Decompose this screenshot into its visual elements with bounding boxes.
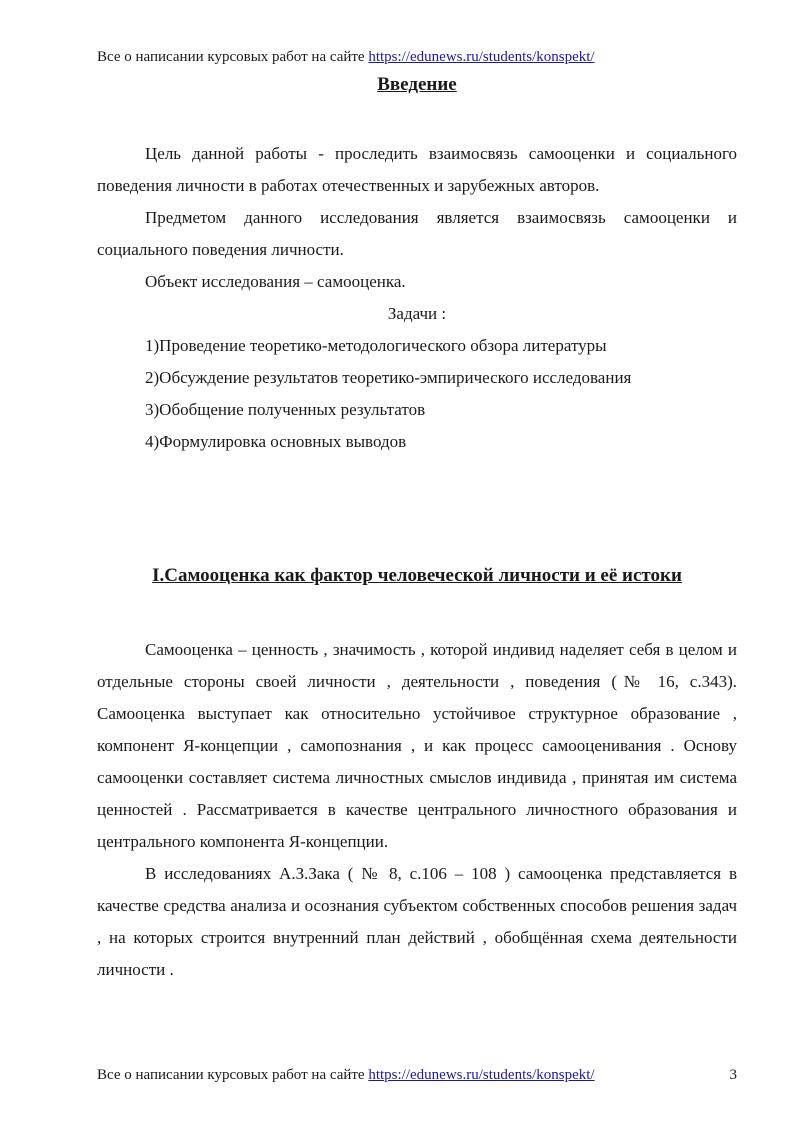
task-item: 2)Обсуждение результатов теоретико-эмпирического исследования	[145, 368, 632, 387]
header-text: Все о написании курсовых работ на сайте	[97, 49, 369, 65]
page-header	[97, 48, 595, 66]
goal-paragraph: Цель данной работы - проследить взаимосвязь самооценки и социального поведения личности в работах отечественных и зарубежных авторов.	[97, 144, 737, 195]
task-item: 1)Проведение теоретико-методологического обзора литературы	[145, 336, 607, 355]
object-paragraph: Объект исследования – самооценка.	[145, 272, 406, 291]
section-paragraph: В исследованиях А.З.Зака ( № 8, с.106 – 108 ) самооценка представляется в качестве средства анализа и осознания субъектом собственных способов решения задач , на которых строится внутренний план действий , обобщённая схема деятельности личности .	[97, 864, 737, 979]
intro-body	[97, 138, 737, 458]
task-item: 3)Обобщение полученных результатов	[145, 400, 426, 419]
footer-text: Все о написании курсовых работ на сайте	[97, 1067, 369, 1083]
tasks-label: Задачи :	[387, 304, 447, 323]
footer-link[interactable]: https://edunews.ru/students/konspekt/	[368, 1067, 595, 1083]
section-paragraph: Самооценка – ценность , значимость , которой индивид наделяет себя в целом и отдельные стороны своей личности , деятельности , поведения (№ 16, с.343). Самооценка выступает как относительно устойчивое структурное образование , компонент Я-концепции , самопознания , и как процесс самооценивания . Основу самооценки составляет система личностных смыслов индивида , принятая им система ценностей . Рассматривается в качестве центрального личностного образования и центрального компонента Я-концепции.	[97, 640, 737, 851]
page-footer	[97, 1066, 737, 1084]
task-item: 4)Формулировка основных выводов	[145, 432, 407, 451]
header-link[interactable]: https://edunews.ru/students/konspekt/	[368, 49, 595, 65]
subject-paragraph: Предметом данного исследования является взаимосвязь самооценки и социального поведения личности.	[97, 208, 737, 259]
page-number: 3	[729, 1067, 737, 1083]
intro-title: Введение	[377, 74, 457, 95]
section-title: I.Самооценка как фактор человеческой личности и её истоки	[152, 565, 682, 586]
section-body	[97, 634, 737, 986]
